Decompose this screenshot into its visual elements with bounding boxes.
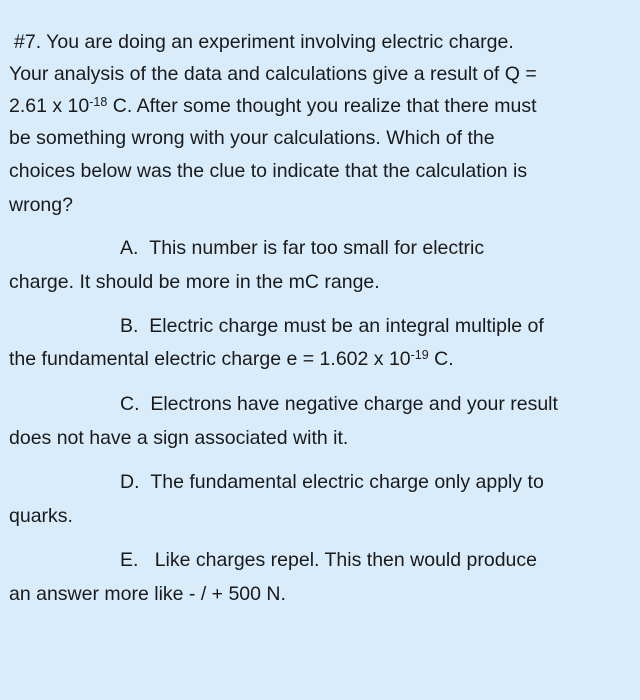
choice-d-text-1: The fundamental electric charge only apply to (150, 471, 544, 493)
choice-a-line-2: charge. It should be more in the mC range. (9, 271, 380, 293)
choice-a-text-1: This number is far too small for electric (149, 237, 485, 259)
choice-a-letter: A. (120, 237, 139, 259)
choice-b-text-1: Electric charge must be an integral multiple of (149, 315, 544, 337)
choice-b-line-1 (120, 314, 544, 338)
choice-b-text-2-end: C. (428, 348, 454, 370)
question-line-6: wrong? (9, 194, 73, 216)
choice-e-line-1 (120, 548, 537, 572)
question-line-4: be something wrong with your calculations. Which of the (9, 127, 495, 149)
choice-a-line-1 (120, 236, 484, 260)
question-line-1: #7. You are doing an experiment involving electric charge. (14, 31, 514, 53)
question-line-3 (9, 94, 537, 118)
choice-b-letter: B. (120, 315, 139, 337)
choice-d-letter: D. (120, 471, 140, 493)
charge-value-exponent: -18 (89, 94, 108, 109)
charge-value-mantissa: 2.61 x 10 (9, 95, 90, 117)
question-line-2: Your analysis of the data and calculations give a result of Q = (9, 63, 537, 85)
choice-e-letter: E. (120, 549, 139, 571)
choice-c-letter: C. (120, 393, 140, 415)
choice-e-line-2: an answer more like - / + 500 N. (9, 583, 286, 605)
question-line-5: choices below was the clue to indicate that the calculation is (9, 160, 528, 182)
elementary-charge-exponent: -19 (410, 347, 429, 362)
question-line-3-rest: C. After some thought you realize that there must (107, 95, 537, 117)
choice-c-text-1: Electrons have negative charge and your result (150, 393, 558, 415)
choice-c-line-1 (120, 392, 558, 416)
choice-b-text-2: the fundamental electric charge e = 1.602 x 10 (9, 348, 411, 370)
choice-d-line-1 (120, 470, 544, 494)
choice-c-line-2: does not have a sign associated with it. (9, 427, 349, 449)
choice-d-line-2: quarks. (9, 505, 73, 527)
choice-b-line-2 (9, 347, 454, 371)
choice-e-text-1: Like charges repel. This then would produce (149, 549, 537, 571)
